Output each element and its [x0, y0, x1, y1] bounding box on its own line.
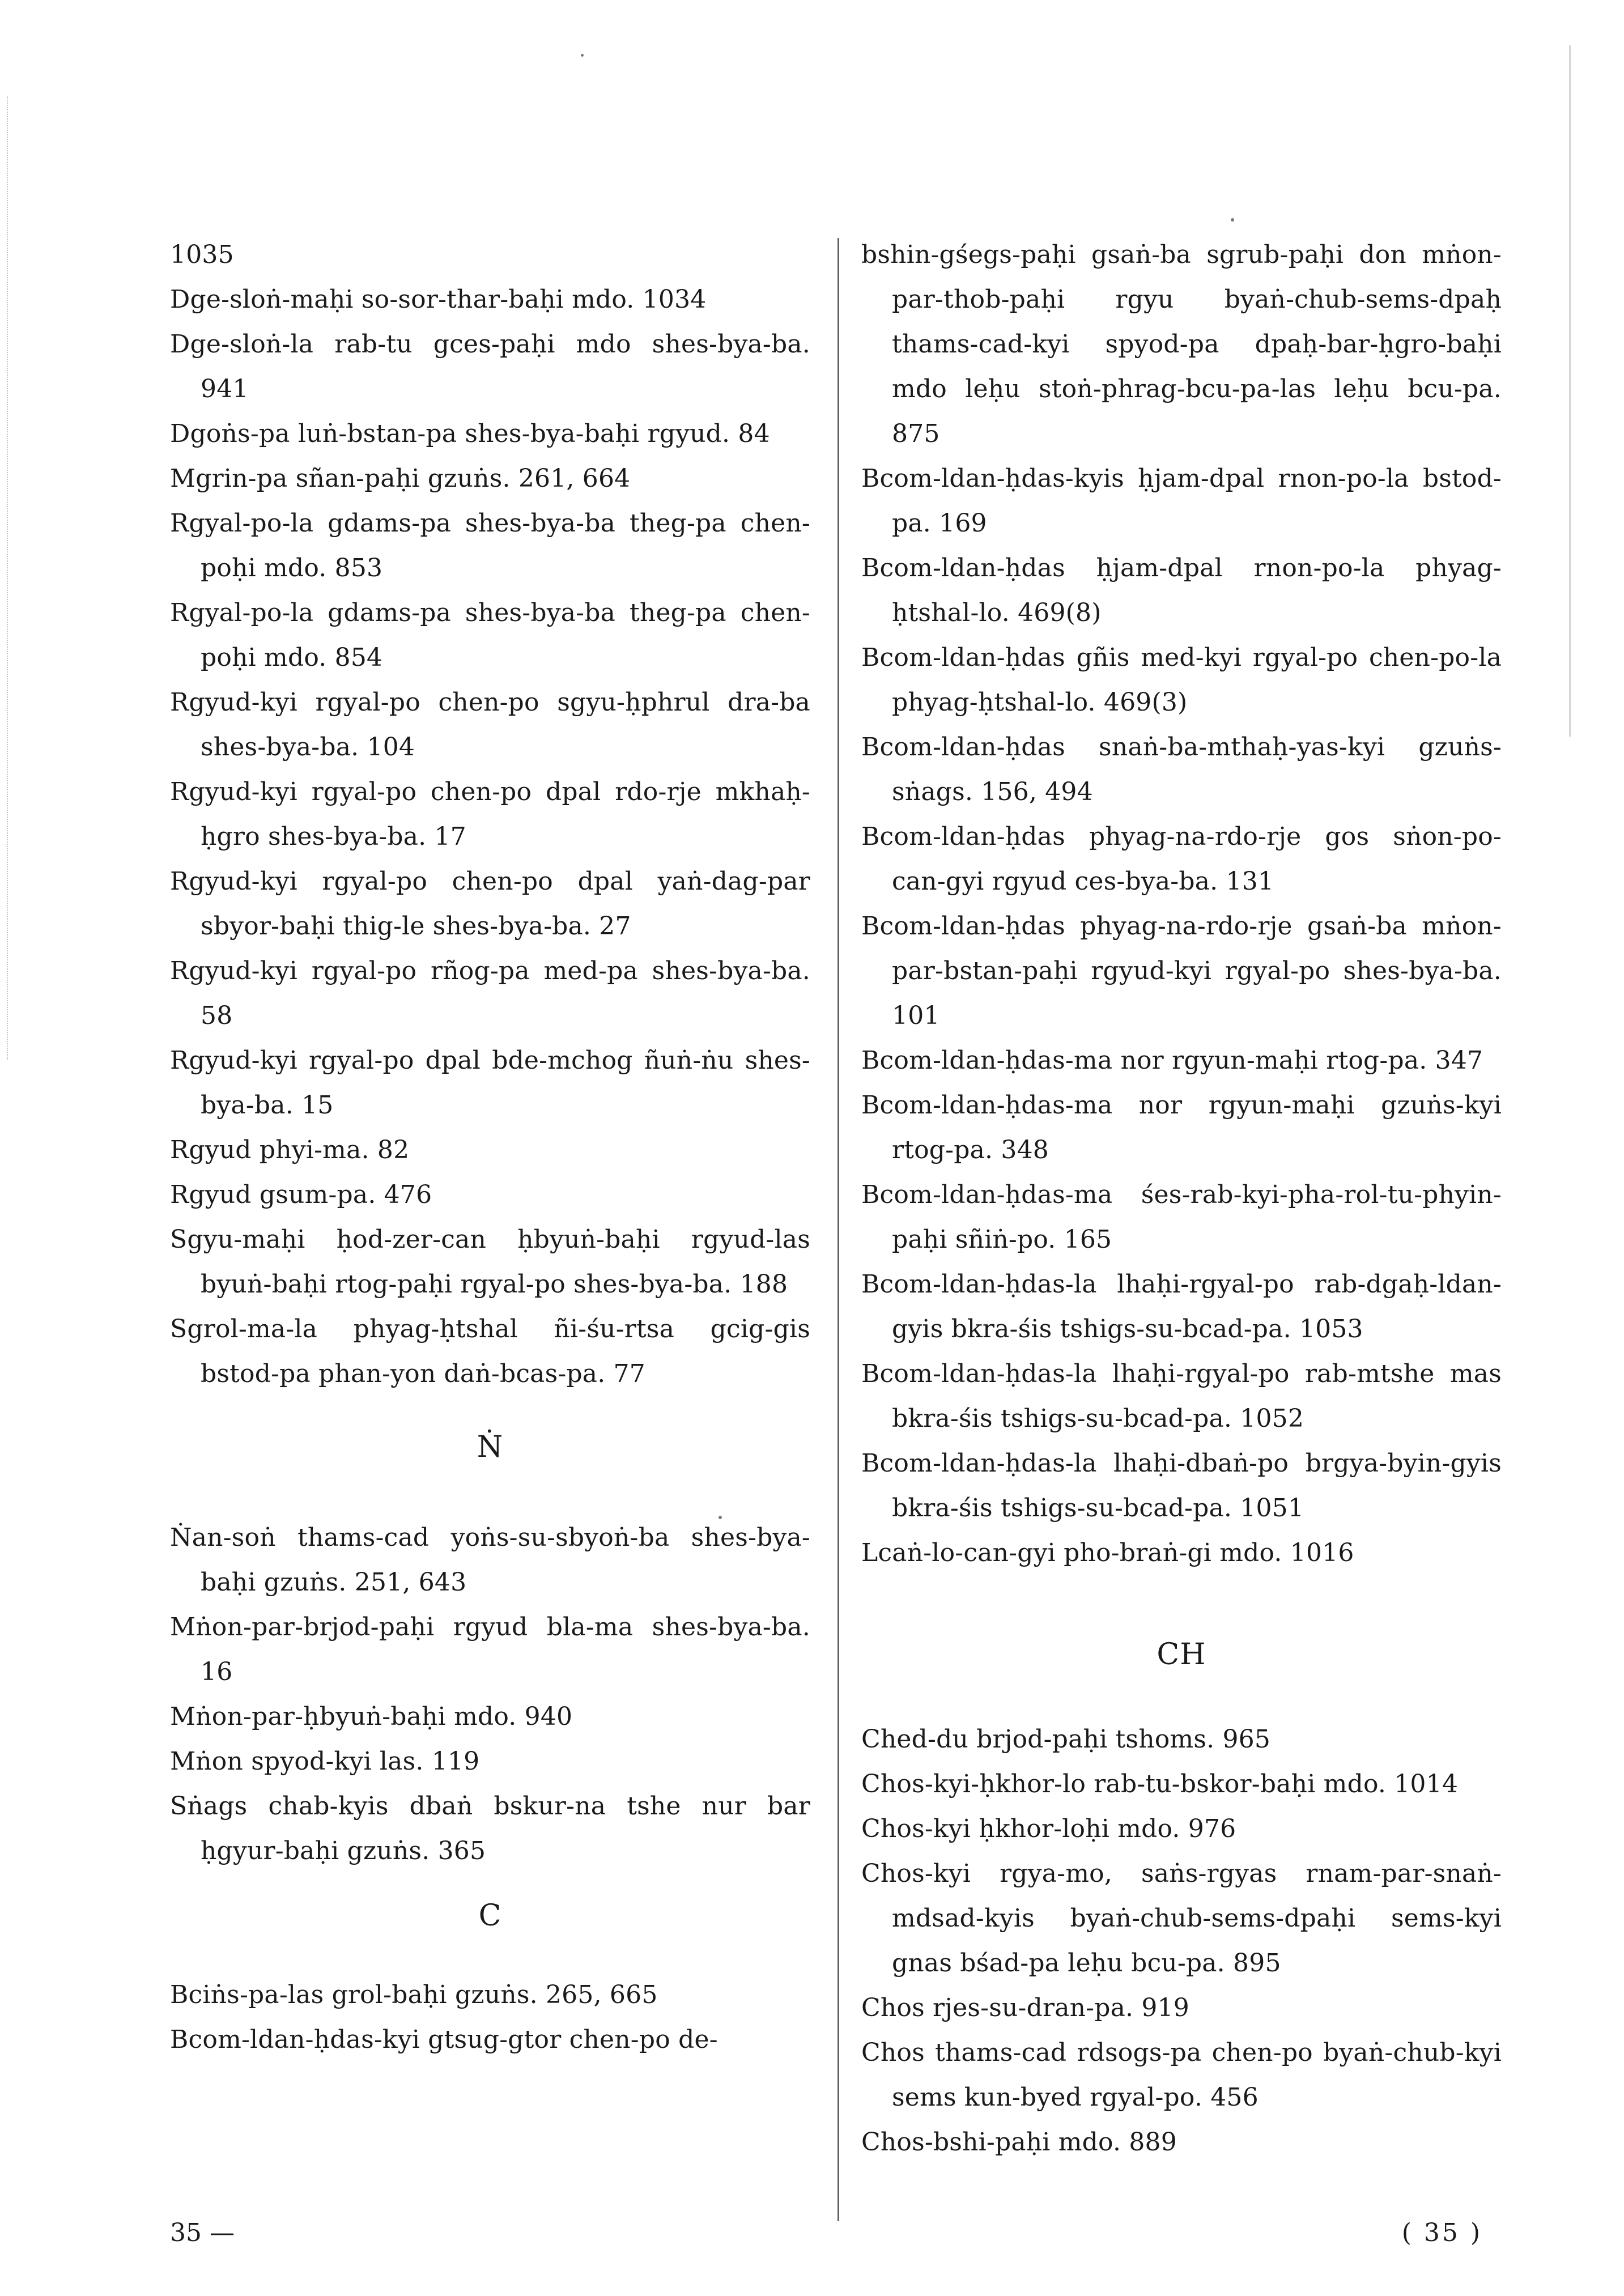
- scan-edge-marks-left: [7, 96, 16, 1060]
- scan-edge-marks-right: [1561, 45, 1571, 737]
- n-entries-list: [170, 1515, 810, 1873]
- index-entry: Bcom-ldan-ḥdas-la lhaḥi-dbaṅ-po brgya-byin-gyis bkra-śis tshigs-su-bcad-pa. 1051: [861, 1449, 1502, 1523]
- index-entry: Chos thams-cad rdsogs-pa chen-po byaṅ-chub-kyi sems kun-byed rgyal-po. 456: [861, 2038, 1502, 2112]
- index-entry: Bcom-ldan-ḥdas-la lhaḥi-rgyal-po rab-dgaḥ-ldan-gyis bkra-śis tshigs-su-bcad-pa. 1053: [861, 1270, 1502, 1343]
- index-entry: Dge-sloṅ-maḥi so-sor-thar-baḥi mdo. 1034: [170, 285, 707, 314]
- index-entry: Chos-kyi rgya-mo, saṅs-rgyas rnam-par-snaṅ-mdsad-kyis byaṅ-chub-sems-dpaḥi sems-kyi gnas bśad-pa leḥu bcu-pa. 895: [861, 1859, 1502, 1978]
- index-entry: Mgrin-pa sñan-paḥi gzuṅs. 261, 664: [170, 464, 631, 493]
- index-entry: Rgyal-po-la gdams-pa shes-bya-ba theg-pa chen-poḥi mdo. 854: [170, 598, 810, 672]
- index-entry: Rgyud gsum-pa. 476: [170, 1180, 432, 1209]
- index-entry: Rgyud-kyi rgyal-po dpal bde-mchog ñuṅ-ṅu shes-bya-ba. 15: [170, 1046, 810, 1120]
- index-entry: Bcom-ldan-ḥdas-ma śes-rab-kyi-pha-rol-tu-phyin-paḥi sñiṅ-po. 165: [861, 1180, 1502, 1254]
- index-entry: Bcom-ldan-ḥdas-ma nor rgyun-maḥi rtog-pa. 347: [861, 1046, 1483, 1075]
- index-entry: Bcom-ldan-ḥdas-kyi gtsug-gtor chen-po de-: [170, 2025, 718, 2054]
- index-entry: 1035: [170, 240, 234, 269]
- index-entry: Rgyal-po-la gdams-pa shes-bya-ba theg-pa chen-poḥi mdo. 853: [170, 509, 810, 582]
- index-entry: Chos-kyi-ḥkhor-lo rab-tu-bskor-baḥi mdo. 1014: [861, 1770, 1459, 1798]
- left-entries-list: [170, 232, 810, 1396]
- index-entry: Bcom-ldan-ḥdas-la lhaḥi-rgyal-po rab-mtshe mas bkra-śis tshigs-su-bcad-pa. 1052: [861, 1359, 1502, 1433]
- index-entry: Bcom-ldan-ḥdas snaṅ-ba-mthaḥ-yas-kyi gzuṅs-sṅags. 156, 494: [861, 733, 1502, 806]
- index-entry: Bciṅs-pa-las grol-baḥi gzuṅs. 265, 665: [170, 1980, 658, 2009]
- index-entry: bshin-gśegs-paḥi gsaṅ-ba sgrub-paḥi don mṅon-par-thob-paḥi rgyu byaṅ-chub-sems-dpaḥ thams-cad-kyi spyod-pa dpaḥ-bar-ḥgro-baḥi mdo leḥu stoṅ-phrag-bcu-pa-las leḥu bcu-pa. 875: [861, 240, 1502, 448]
- index-entry: Mṅon spyod-kyi las. 119: [170, 1747, 480, 1776]
- index-entry: Mṅon-par-brjod-paḥi rgyud bla-ma shes-bya-ba. 16: [170, 1613, 810, 1686]
- index-entry: Rgyud phyi-ma. 82: [170, 1136, 410, 1164]
- index-entry: Bcom-ldan-ḥdas phyag-na-rdo-rje gsaṅ-ba mṅon-par-bstan-paḥi rgyud-kyi rgyal-po shes-bya-ba. 101: [861, 912, 1502, 1030]
- index-entry: Bcom-ldan-ḥdas-ma nor rgyun-maḥi gzuṅs-kyi rtog-pa. 348: [861, 1091, 1502, 1164]
- c-entries-list: [170, 1972, 810, 2062]
- index-entry: Lcaṅ-lo-can-gyi pho-braṅ-gi mdo. 1016: [861, 1538, 1354, 1567]
- left-column: [170, 232, 810, 2062]
- index-entry: Ched-du brjod-paḥi tshoms. 965: [861, 1725, 1271, 1754]
- index-entry: Dgoṅs-pa luṅ-bstan-pa shes-bya-baḥi rgyud. 84: [170, 419, 770, 448]
- right-entries-list: [861, 232, 1502, 1575]
- index-entry: Chos-kyi ḥkhor-loḥi mdo. 976: [861, 1814, 1236, 1843]
- index-entry: Bcom-ldan-ḥdas ḥjam-dpal rnon-po-la phyag-ḥtshal-lo. 469(8): [861, 554, 1502, 627]
- index-entry: Rgyud-kyi rgyal-po rñog-pa med-pa shes-bya-ba. 58: [170, 956, 810, 1030]
- index-entry: Dge-sloṅ-la rab-tu gces-paḥi mdo shes-bya-ba. 941: [170, 330, 810, 403]
- right-column: [861, 232, 1502, 2165]
- index-entry: Sṅags chab-kyis dbaṅ bskur-na tshe nur bar ḥgyur-baḥi gzuṅs. 365: [170, 1792, 810, 1865]
- index-entry: Sgyu-maḥi ḥod-zer-can ḥbyuṅ-baḥi rgyud-las byuṅ-baḥi rtog-paḥi rgyal-po shes-bya-ba. 188: [170, 1225, 810, 1299]
- index-entry: Mṅon-par-ḥbyuṅ-baḥi mdo. 940: [170, 1702, 573, 1731]
- index-entry: Rgyud-kyi rgyal-po chen-po dpal yaṅ-dag-par sbyor-baḥi thig-le shes-bya-ba. 27: [170, 867, 810, 941]
- ch-entries-list: [861, 1717, 1502, 2165]
- footer-page-number-left: 35 —: [170, 2218, 235, 2247]
- footer-page-number-right: ( 35 ): [1401, 2218, 1482, 2247]
- index-entry: Chos rjes-su-dran-pa. 919: [861, 1993, 1189, 2022]
- scan-speck: [1231, 218, 1234, 222]
- index-entry: Bcom-ldan-ḥdas gñis med-kyi rgyal-po chen-po-la phyag-ḥtshal-lo. 469(3): [861, 643, 1502, 717]
- scan-speck: [581, 54, 584, 57]
- index-entry: Ṅan-soṅ thams-cad yoṅs-su-sbyoṅ-ba shes-bya-baḥi gzuṅs. 251, 643: [170, 1523, 810, 1597]
- index-entry: Rgyud-kyi rgyal-po chen-po dpal rdo-rje mkhaḥ-ḥgro shes-bya-ba. 17: [170, 777, 810, 851]
- section-heading-ch: CH: [1157, 1638, 1206, 1672]
- index-entry: Chos-bshi-paḥi mdo. 889: [861, 2128, 1177, 2157]
- index-entry: Rgyud-kyi rgyal-po chen-po sgyu-ḥphrul dra-ba shes-bya-ba. 104: [170, 688, 810, 762]
- column-divider: [837, 238, 839, 2221]
- index-entry: Sgrol-ma-la phyag-ḥtshal ñi-śu-rtsa gcig-gis bstod-pa phan-yon daṅ-bcas-pa. 77: [170, 1315, 810, 1388]
- index-entry: Bcom-ldan-ḥdas-kyis ḥjam-dpal rnon-po-la bstod-pa. 169: [861, 464, 1502, 538]
- section-heading-c: C: [478, 1899, 502, 1933]
- section-heading-n: Ṅ: [477, 1430, 504, 1464]
- index-entry: Bcom-ldan-ḥdas phyag-na-rdo-rje gos sṅon-po-can-gyi rgyud ces-bya-ba. 131: [861, 822, 1502, 896]
